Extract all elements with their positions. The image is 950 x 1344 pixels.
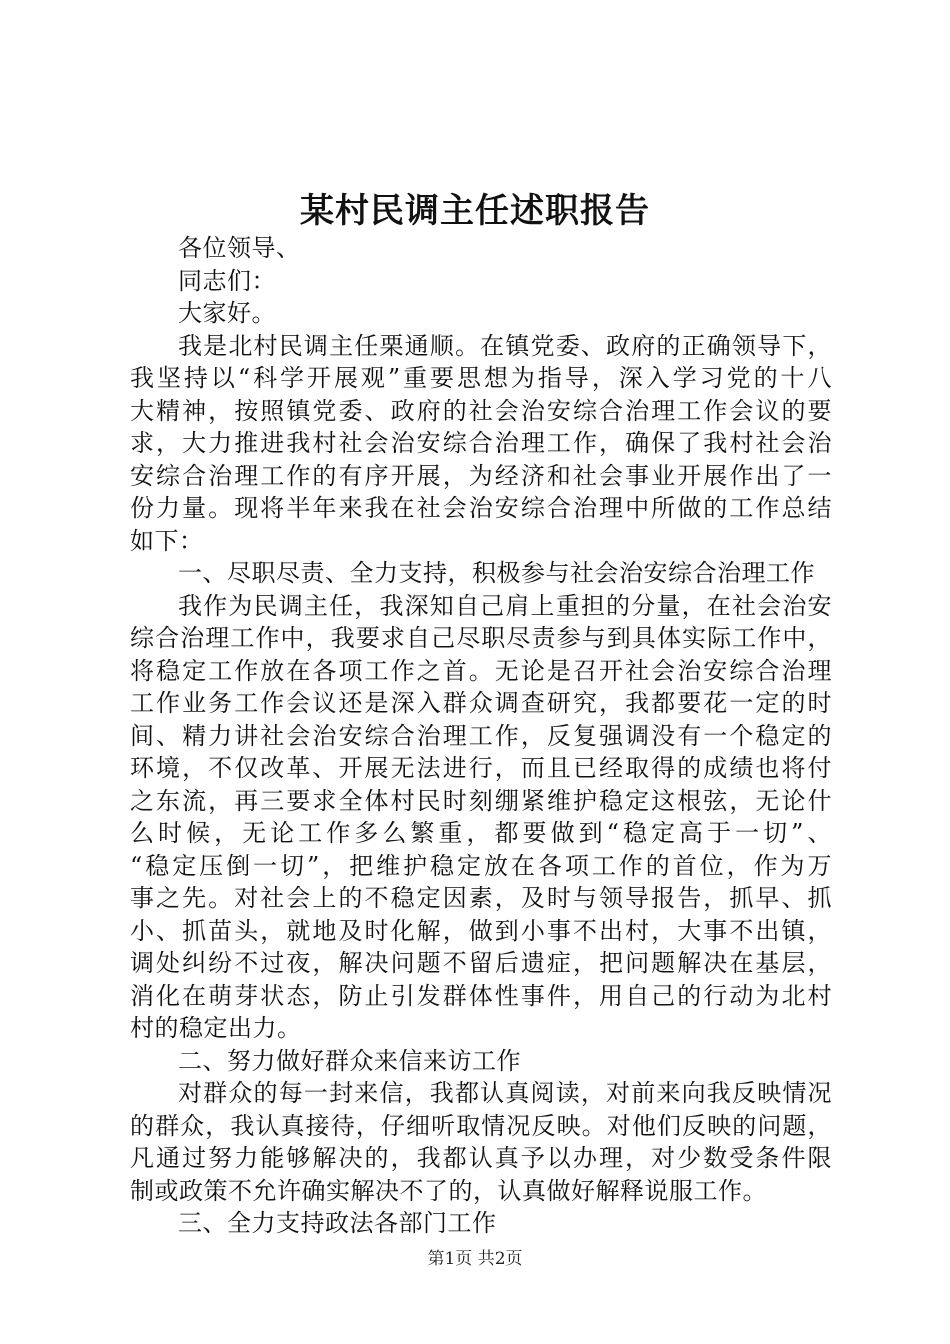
document-title: 某村民调主任述职报告 [300,191,650,231]
body-line: 的群众，我认真接待，仔细听取情况反映。对他们反映的问题， [130,1111,832,1140]
body-line: 我是北村民调主任栗通顺。在镇党委、政府的正确领导下， [178,331,832,360]
body-line: 工作业务工作会议还是深入群众调查研究，我都要花一定的时 [130,689,832,717]
body-line: 间、精力讲社会治安综合治理工作，反复强调没有一个稳定的 [130,721,832,750]
body-line: 一、尽职尽责、全力支持，积极参与社会治安综合治理工作 [178,559,815,587]
body-line: 综合治理工作中，我要求自己尽职尽责参与到具体实际工作中， [130,624,832,652]
body-line: 对群众的每一封来信，我都认真阅读，对前来向我反映情况 [178,1079,832,1107]
body-line: 大家好。 [178,299,276,327]
page-footer: 第1页 共2页 [427,1249,523,1269]
body-line: 如下： [130,526,204,555]
body-line: “稳定压倒一切”，把维护稳定放在各项工作的首位，作为万 [130,851,832,880]
body-line: 小、抓苗头，就地及时化解，做到小事不出村，大事不出镇， [130,916,832,945]
body-line: 安综合治理工作的有序开展，为经济和社会事业开展作出了一 [130,461,832,490]
body-line: 各位领导、 [178,234,301,262]
body-line: 我作为民调主任，我深知自己肩上重担的分量，在社会治安 [178,591,832,620]
body-line: 凡通过努力能够解决的，我都认真予以办理，对少数受条件限 [130,1144,832,1172]
body-line: 么时候，无论工作多么繁重，都要做到“稳定高于一切”、 [130,819,832,847]
document-body [130,232,832,1240]
body-line: 调处纠纷不过夜，解决问题不留后遗症，把问题解决在基层， [130,949,832,977]
body-line: 村的稳定出力。 [130,1014,302,1042]
body-line: 环境，不仅改革、开展无法进行，而且已经取得的成绩也将付 [130,754,832,782]
body-line: 三、全力支持政法各部门工作 [178,1209,497,1237]
body-line: 大精神，按照镇党委、政府的社会治安综合治理工作会议的要 [130,396,832,425]
body-line: 制或政策不允许确实解决不了的，认真做好解释说服工作。 [130,1176,767,1205]
body-line: 我坚持以“科学开展观”重要思想为指导，深入学习党的十八 [130,364,832,392]
body-line: 同志们： [178,266,276,295]
body-line: 事之先。对社会上的不稳定因素，及时与领导报告，抓早、抓 [130,884,832,912]
body-line: 份力量。现将半年来我在社会治安综合治理中所做的工作总结 [130,494,832,522]
body-line: 消化在萌芽状态，防止引发群体性事件，用自己的行动为北村 [130,981,832,1010]
body-line: 之东流，再三要求全体村民时刻绷紧维护稳定这根弦，无论什 [130,786,832,815]
body-line: 二、努力做好群众来信来访工作 [178,1046,521,1075]
body-line: 将稳定工作放在各项工作之首。无论是召开社会治安综合治理 [130,656,832,685]
body-line: 求，大力推进我村社会治安综合治理工作，确保了我村社会治 [130,429,832,457]
